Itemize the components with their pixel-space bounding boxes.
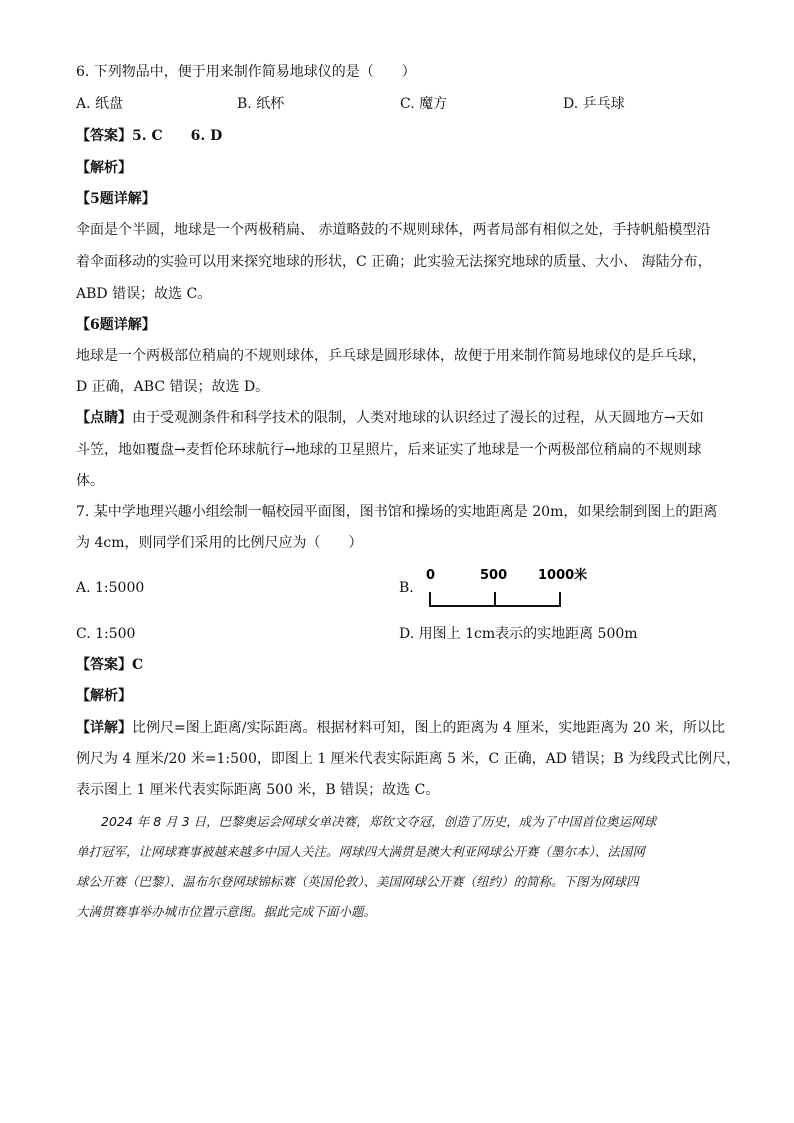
- q7-detail-line: 表示图上 1 厘米代表实际距离 500 米，B 错误；故选 C。: [76, 782, 440, 798]
- highlight-line: 体。: [76, 473, 104, 489]
- highlight-label: 【点睛】: [76, 410, 132, 426]
- highlight-line-1: [76, 408, 704, 428]
- q7-detail-line-1: [76, 718, 725, 738]
- q7-detail-text: 比例尺=图上距离/实际距离。根据材料可知，图上的距离为 4 厘米，实地距离为 20 米，所以比: [132, 720, 725, 736]
- scale-label-500: 500: [480, 568, 508, 583]
- scale-label-0: 0: [426, 568, 436, 583]
- highlight-line: 斗笠，地如覆盘→麦哲伦环球航行→地球的卫星照片，后来证实了地球是一个两极部位稍扁的不规则球: [76, 442, 702, 458]
- scale-label-1000: 1000米: [538, 568, 588, 583]
- q7-detail-label: 【详解】: [76, 720, 132, 736]
- q6-option-d: D. 乒乓球: [563, 96, 625, 112]
- q6-option-b: B. 纸杯: [237, 96, 285, 112]
- q7-option-b: B.: [399, 580, 414, 596]
- q5-detail-line: 伞面是个半圆，地球是一个两极稍扁、 赤道略鼓的不规则球体，两者局部有相似之处，手持帆船模型沿: [76, 222, 711, 238]
- answer-7: 【答案】C: [76, 657, 144, 673]
- q6-detail-label: 【6题详解】: [76, 317, 156, 333]
- q6-option-c: C. 魔方: [400, 96, 448, 112]
- q6-detail-line: 地球是一个两极部位稍扁的不规则球体，乒乓球是圆形球体，故便于用来制作简易地球仪的是乒乓球，: [76, 348, 706, 364]
- analysis-label-7: 【解析】: [76, 688, 132, 704]
- q6-option-a: A. 纸盘: [76, 96, 124, 112]
- passage-line: 单打冠军，让网球赛事被越来越多中国人关注。网球四大满贯是澳大利亚网球公开赛（墨尔本）、法国网: [76, 844, 645, 859]
- q7-option-c: C. 1:500: [76, 626, 136, 642]
- q5-detail-line: ABD 错误；故选 C。: [76, 286, 212, 302]
- q7-detail-line: 例尺为 4 厘米/20 米=1:500，即图上 1 厘米代表实际距离 5 米，C 正确，AD 错误；B 为线段式比例尺，: [76, 751, 741, 767]
- highlight-text: 由于受观测条件和科学技术的限制，人类对地球的认识经过了漫长的过程，从天圆地方→天如: [132, 410, 704, 426]
- q7-option-a: A. 1:5000: [76, 580, 145, 596]
- q7-option-d: D. 用图上 1cm表示的实地距离 500m: [399, 626, 638, 642]
- q7-stem-line: 7. 某中学地理兴趣小组绘制一幅校园平面图，图书馆和操场的实地距离是 20m，如果绘制到图上的距离: [76, 504, 718, 520]
- analysis-label: 【解析】: [76, 160, 132, 176]
- q5-detail-label: 【5题详解】: [76, 191, 156, 207]
- passage-line: 2024 年 8 月 3 日，巴黎奥运会网球女单决赛，郑钦文夺冠，创造了历史，成为了中国首位奥运网球: [76, 814, 657, 829]
- q7-stem-line: 为 4cm，则同学们采用的比例尺应为（ ）: [76, 535, 363, 551]
- q6-detail-line: D 正确，ABC 错误；故选 D。: [76, 379, 270, 395]
- answer-5-6: 【答案】5. C 6. D: [76, 128, 223, 144]
- line-scale-figure: [420, 562, 590, 612]
- q6-stem: 6. 下列物品中，便于用来制作简易地球仪的是（ ）: [76, 64, 416, 80]
- q5-detail-line: 着伞面移动的实验可以用来探究地球的形状，C 正确；此实验无法探究地球的质量、大小、 海陆分布，: [76, 254, 712, 270]
- passage-line: 球公开赛（巴黎）、温布尔登网球锦标赛（英国伦敦）、美国网球公开赛（纽约）的简称。下图为网球四: [76, 874, 639, 889]
- passage-line: 大满贯赛事举办城市位置示意图。据此完成下面小题。: [76, 904, 377, 919]
